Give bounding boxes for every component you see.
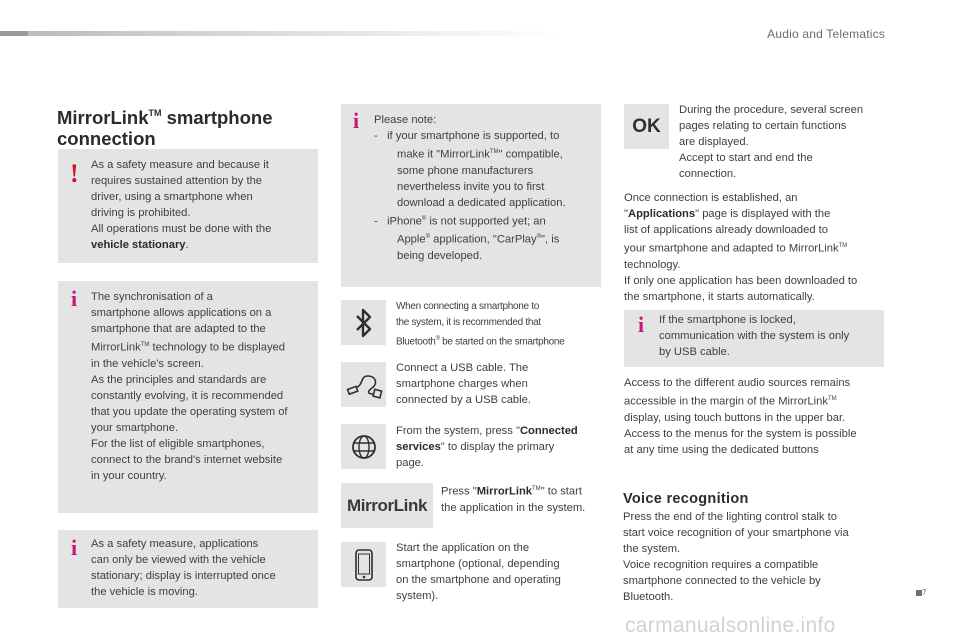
sync-info-box (58, 281, 318, 513)
usb-icon-box (341, 362, 386, 407)
page-title: MirrorLink™ smartphone connection (57, 107, 273, 149)
top-bar (0, 31, 560, 36)
ok-step-text: During the procedure, several screen pages relating to certain functions are displayed. Accept to start and end the connection. (679, 104, 864, 180)
voice-recognition-title: Voice recognition (623, 491, 749, 507)
locked-info-box (624, 310, 884, 367)
connected-services-icon-box (341, 424, 386, 469)
smartphone-icon (353, 548, 375, 582)
info-icon: i (71, 535, 78, 560)
access-text: Access to the different audio sources remains accessible in the margin of the MirrorLink™ display, using touch buttons in the upper bar. Access to the menus for the system is possible at any time using the dedicated buttons (624, 377, 857, 456)
locked-text: If the smartphone is locked, communication with the system is only by USB cable. (659, 314, 850, 358)
mirrorlink-logo-box (341, 483, 433, 528)
warning-text: As a safety measure and because it requires sustained attention by the driver, using a smartphone when driving is prohibited. All operations must be done with the vehicle stationary. (91, 159, 272, 251)
section-header: Audio and Telematics (767, 27, 885, 41)
mirrorlink-logo: MirrorLink (346, 495, 428, 515)
phone-step-text: Start the application on the smartphone (optional, depending on the smartphone and operating system). (396, 542, 561, 602)
exclamation-icon: ! (70, 159, 79, 188)
note-info-box (341, 104, 601, 287)
usb-cable-icon (344, 370, 384, 400)
usb-step-text: Connect a USB cable. The smartphone charges when connected by a USB cable. (396, 362, 531, 406)
voice-recognition-text: Press the end of the lighting control stalk to start voice recognition of your smartphone via the system. Voice recognition requires a compatible smartphone connected to the vehicle by Bluetooth. (623, 511, 849, 603)
connected-services-icon (349, 432, 379, 462)
sync-text: The synchronisation of a smartphone allows applications on a smartphone that are adapted to the MirrorLink™ technology to be displayed in the vehicle's screen. As the principles and standards are constantly evolving, it is recommended that you update the operating system of your smartphone. For the list of eligible smartphones, connect to the brand's internet website in your country. (91, 291, 288, 482)
connected-step-text: From the system, press "Connected services" to display the primary page. (396, 425, 578, 469)
page-number: 7 (922, 588, 927, 597)
info-icon: i (71, 286, 78, 311)
safety-info-box (58, 530, 318, 608)
bluetooth-step-text: When connecting a smartphone to the system, it is recommended that Bluetooth® be started on the smartphone (396, 301, 565, 348)
warning-box (58, 149, 318, 263)
smartphone-icon-box (341, 542, 386, 587)
note-text: Please note: - if your smartphone is supported, to make it "MirrorLink™" compatible, some phone manufacturers nevertheless invite you to first download a dedicated application. - iPhone® is not supported yet; an Apple® application, "CarPlay®", is being developed. (374, 114, 566, 263)
bluetooth-icon-box (341, 300, 386, 345)
bluetooth-icon (353, 308, 375, 338)
watermark: carmanualsonline.info (625, 614, 836, 637)
safety-text: As a safety measure, applications can only be viewed with the vehicle stationary; display is interrupted once the vehicle is moving. (91, 538, 276, 598)
ok-icon: OK (632, 115, 661, 137)
info-icon: i (638, 312, 645, 337)
applications-text: Once connection is established, an "Applications" page is displayed with the list of applications already downloaded to your smartphone and adapted to MirrorLink™ technology. If only one application has been downloaded to the smartphone, it starts automatically. (624, 192, 858, 303)
mirrorlink-step-text: Press "MirrorLink™" to start the application in the system. (441, 485, 586, 514)
ok-icon-box (624, 104, 669, 149)
info-icon: i (353, 108, 360, 133)
top-bar-accent (0, 31, 28, 36)
